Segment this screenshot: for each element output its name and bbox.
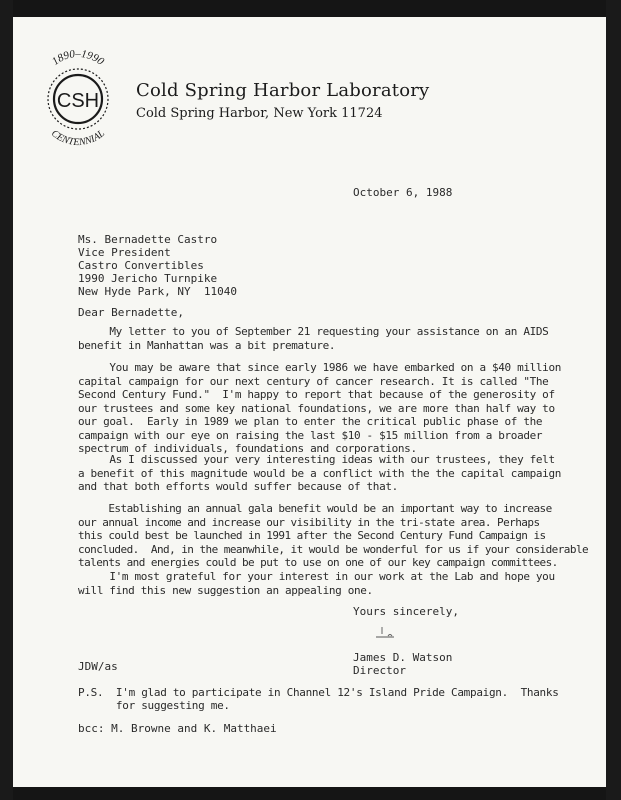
typist-initials: JDW/as	[78, 660, 118, 673]
paragraph-1	[78, 325, 548, 352]
postscript-line-2: for suggesting me.	[78, 699, 230, 712]
paragraph-line: our annual income and increase our visibility in the tri-state area. Perhaps	[78, 515, 540, 529]
scan-border-top	[0, 0, 621, 17]
paragraph-line: concluded. And, in the meanwhile, it would be wonderful for us if your considerable	[78, 542, 589, 556]
paragraph-line: You may be aware that since early 1986 we have embarked on a $40 million	[78, 361, 561, 374]
paragraph-line: talents and energies could be put to use on one of our key campaign committees.	[78, 556, 558, 569]
paragraph-line: benefit in Manhattan was a bit premature.	[78, 338, 336, 352]
paragraph-line: and that both efforts would suffer because of that.	[78, 480, 398, 493]
seal-monogram: CSH	[56, 90, 100, 112]
paragraph-line: our goal. Early in 1989 we plan to enter the critical public phase of the	[78, 415, 543, 428]
paragraph-line: will find this new suggestion an appealing one.	[78, 583, 373, 597]
postscript-line-1: P.S. I'm glad to participate in Channel 12's Island Pride Campaign. Thanks	[78, 686, 559, 699]
paragraph-5	[78, 570, 555, 597]
signer-title: Director	[353, 664, 406, 677]
recipient-street: 1990 Jericho Turnpike	[78, 272, 218, 285]
paragraph-line: Second Century Fund." I'm happy to report that because of the generosity of	[78, 388, 555, 401]
scan-border-right	[606, 0, 621, 800]
paragraph-line: My letter to you of September 21 requesting your assistance on an AIDS	[78, 325, 549, 338]
paragraph-line: this could best be launched in 1991 after the Second Century Fund Campaign is	[78, 529, 546, 542]
paragraph-line: spectrum of individuals, foundations and corporations.	[78, 442, 417, 455]
scan-border-bottom	[0, 787, 621, 800]
closing: Yours sincerely,	[353, 605, 459, 618]
paragraph-line: Establishing an annual gala benefit would be an important way to increase	[78, 502, 552, 515]
bcc-line: bcc: M. Browne and K. Matthaei	[78, 722, 277, 735]
seal-years: 1890–1990	[49, 48, 107, 68]
salutation: Dear Bernadette,	[78, 306, 184, 319]
signature-mark	[368, 625, 402, 641]
recipient-name: Ms. Bernadette Castro	[78, 233, 218, 246]
paragraph-line: capital campaign for our next century of cancer research. It is called "The	[78, 374, 549, 388]
paragraph-line: As I discussed your very interesting ideas with our trustees, they felt	[78, 453, 555, 466]
organization-name: Cold Spring Harbor Laboratory	[136, 80, 430, 101]
letter-date: October 6, 1988	[353, 186, 453, 199]
recipient-city: New Hyde Park, NY 11040	[78, 285, 237, 298]
paragraph-2	[78, 361, 561, 456]
paragraph-line: campaign with our eye on raising the last $10 - $15 million from a broader	[78, 428, 543, 442]
paragraph-line: I'm most grateful for your interest in our work at the Lab and hope you	[78, 570, 555, 583]
recipient-title: Vice President	[78, 246, 171, 259]
recipient-company: Castro Convertibles	[78, 259, 204, 272]
paragraph-3	[78, 453, 561, 494]
organization-address: Cold Spring Harbor, New York 11724	[136, 106, 383, 121]
scan-border-left	[0, 0, 13, 800]
paragraph-line: a benefit of this magnitude would be a conflict with the the capital campaign	[78, 466, 561, 480]
signer-name: James D. Watson	[353, 651, 453, 664]
paragraph-line: our trustees and some key national foundations, we are more than half way to	[78, 401, 555, 415]
csh-centennial-seal	[23, 44, 133, 154]
seal-centennial: CENTENNIAL	[49, 128, 107, 149]
paragraph-4	[78, 502, 588, 570]
